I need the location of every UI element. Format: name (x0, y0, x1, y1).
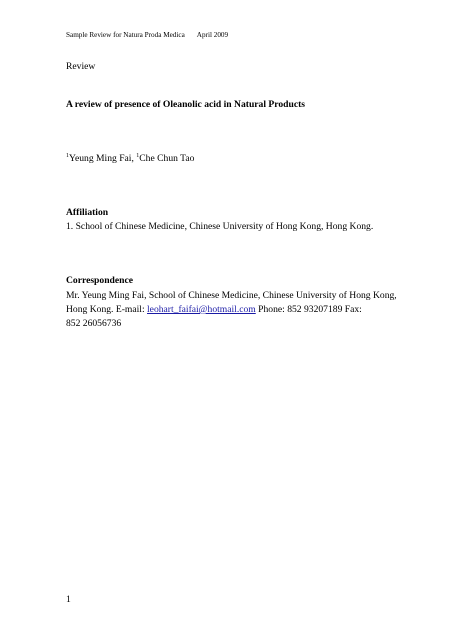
author-2-name: Che Chun Tao (139, 153, 195, 164)
header-journal: Sample Review for Natura Proda Medica (66, 31, 185, 39)
page-number: 1 (66, 594, 71, 605)
author-1-affiliation-marker: 1 (66, 153, 69, 159)
correspondence-line-3: 852 26056736 (66, 318, 122, 329)
correspondence-heading: Correspondence (66, 275, 133, 286)
affiliation-text: 1. School of Chinese Medicine, Chinese University of Hong Kong, Hong Kong. (66, 221, 374, 232)
email-link[interactable]: leohart_faifai@hotmail.com (147, 304, 256, 315)
article-type: Review (66, 61, 96, 72)
article-title: A review of presence of Oleanolic acid in Natural Products (66, 99, 306, 110)
correspondence-line-2-prefix: Hong Kong. E-mail: (66, 304, 145, 315)
correspondence-line-2-suffix: Phone: 852 93207189 Fax: (258, 304, 362, 315)
correspondence-line-1: Mr. Yeung Ming Fai, School of Chinese Medicine, Chinese University of Hong Kong, (66, 290, 397, 301)
header-date: April 2009 (196, 31, 229, 39)
author-2-affiliation-marker: 1 (136, 153, 140, 159)
author-list (66, 153, 194, 165)
correspondence-line-2 (66, 304, 362, 316)
running-header (66, 31, 228, 39)
affiliation-heading: Affiliation (66, 207, 109, 218)
author-1-name: Yeung Ming Fai, (69, 153, 134, 164)
